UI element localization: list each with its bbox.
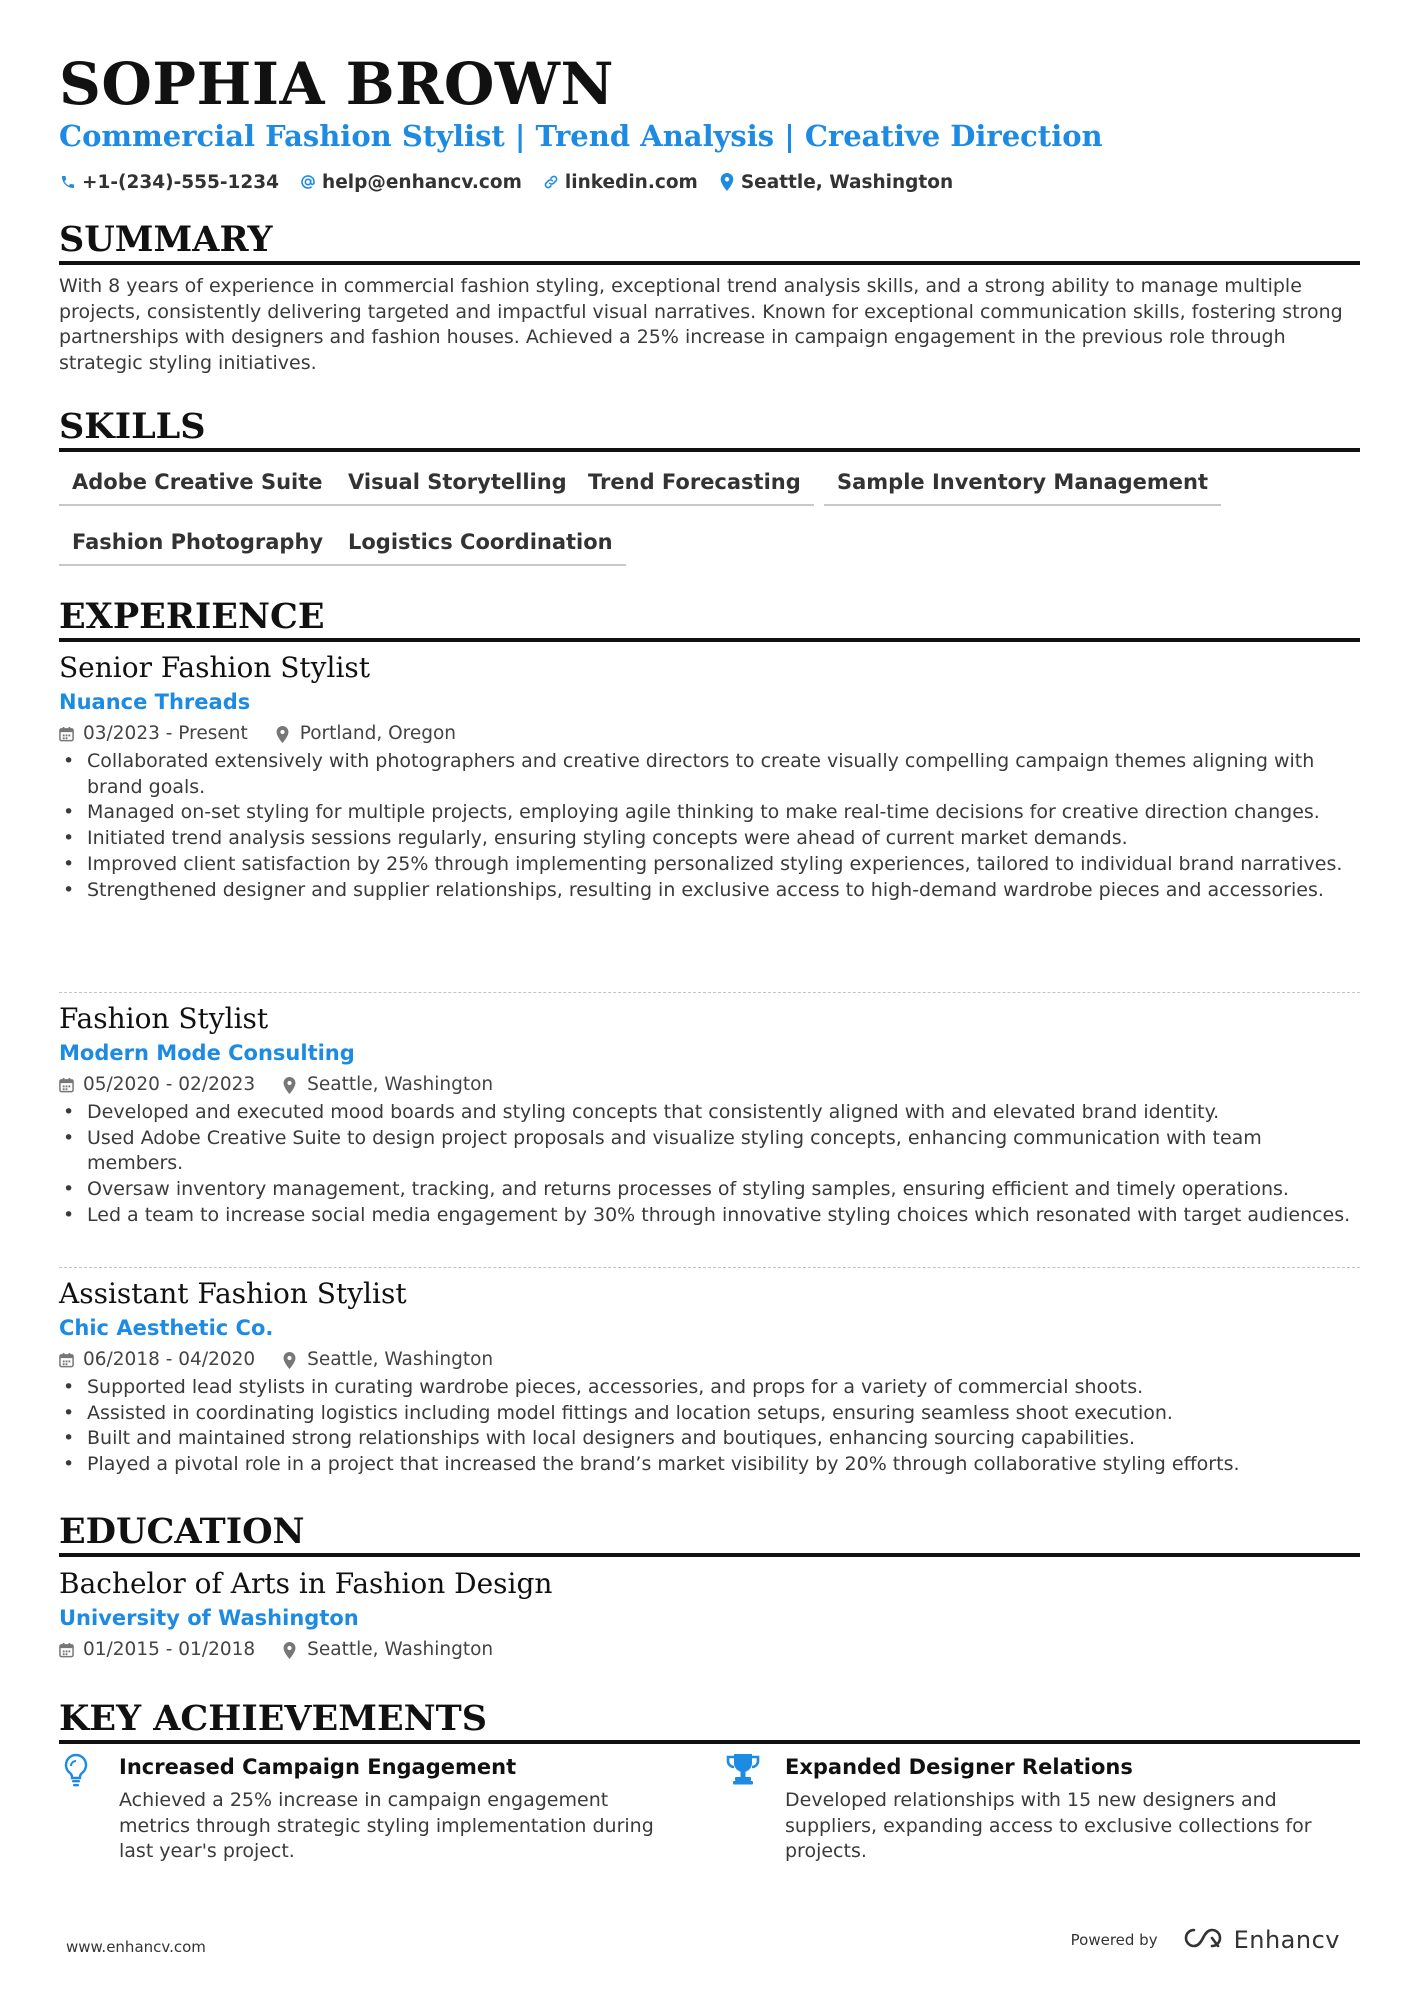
list-item: • Improved client satisfaction by 25% through implementing personalized styling experiences, tailored to individual brand narratives. <box>59 852 1360 878</box>
contact-location <box>718 172 953 193</box>
location-pin-icon <box>283 1077 299 1093</box>
job-bullets <box>59 749 1360 903</box>
experience-entry <box>59 1276 1360 1478</box>
education-dates: 01/2015 - 01/2018 <box>83 1639 256 1660</box>
experience-heading: EXPERIENCE <box>59 596 325 637</box>
summary-text: With 8 years of experience in commercial fashion styling, exceptional trend analysis skills, and a strong ability to manage multiple projects, consistently delivering targeted and impactful visual narratives. Known for exceptional communication skills, fostering strong partnerships with designers and fashion houses. Achieved a 25% increase in campaign engagement in the previous role through strategic styling initiatives. <box>59 275 1343 374</box>
achievements-heading: KEY ACHIEVEMENTS <box>59 1698 487 1739</box>
skills-divider <box>59 448 1360 452</box>
experience-divider <box>59 638 1360 642</box>
contact-bar <box>59 168 973 196</box>
experience-entry <box>59 650 1360 903</box>
powered-by-label: Powered by <box>1070 1931 1158 1949</box>
job-location: Seattle, Washington <box>307 1074 494 1095</box>
phone-icon <box>59 173 77 191</box>
contact-email-text: help@enhancv.com <box>322 171 522 193</box>
contact-linkedin[interactable] <box>542 172 698 193</box>
enhancv-logo-icon <box>1182 1926 1226 1954</box>
calendar-icon <box>59 1077 75 1093</box>
contact-location-text: Seattle, Washington <box>740 171 954 193</box>
education-heading: EDUCATION <box>59 1511 305 1552</box>
list-item: • Played a pivotal role in a project that increased the brand’s market visibility by 20% through collaborative styling efforts. <box>59 1452 1360 1478</box>
job-title: Senior Fashion Stylist <box>59 651 371 684</box>
company-name[interactable]: Modern Mode Consulting <box>59 1041 355 1065</box>
company-name[interactable]: Nuance Threads <box>59 690 251 714</box>
link-icon <box>542 173 560 191</box>
candidate-name: SOPHIA BROWN <box>59 50 615 118</box>
entry-separator <box>59 992 1360 993</box>
list-item: • Assisted in coordinating logistics including model fittings and location setups, ensuring seamless shoot execution. <box>59 1401 1360 1427</box>
education-location: Seattle, Washington <box>307 1639 494 1660</box>
contact-phone-text: +1-(234)-555-1234 <box>82 171 280 193</box>
list-item: • Oversaw inventory management, tracking, and returns processes of styling samples, ensuring efficient and timely operations. <box>59 1177 1360 1203</box>
list-item: • Used Adobe Creative Suite to design project proposals and visualize styling concepts, enhancing communication with team members. <box>59 1126 1360 1177</box>
contact-phone[interactable] <box>59 172 279 193</box>
list-item: • Built and maintained strong relationships with local designers and boutiques, enhancing sourcing capabilities. <box>59 1426 1360 1452</box>
list-item: • Developed and executed mood boards and styling concepts that consistently aligned with and elevated brand identity. <box>59 1100 1360 1126</box>
calendar-icon <box>59 1642 75 1658</box>
job-dates: 05/2020 - 02/2023 <box>83 1074 256 1095</box>
school-name[interactable]: University of Washington <box>59 1606 359 1630</box>
job-bullets <box>59 1100 1360 1229</box>
job-meta <box>59 719 1360 749</box>
education-divider <box>59 1553 1360 1557</box>
job-dates: 03/2023 - Present <box>83 723 248 744</box>
list-item: • Initiated trend analysis sessions regularly, ensuring styling concepts were ahead of current market demands. <box>59 826 1360 852</box>
location-pin-icon <box>283 1352 299 1368</box>
list-item: • Collaborated extensively with photographers and creative directors to create visually compelling campaign themes aligning with brand goals. <box>59 749 1360 800</box>
list-item: • Managed on-set styling for multiple projects, employing agile thinking to make real-time decisions for creative direction changes. <box>59 800 1360 826</box>
skill-tag: Visual Storytelling <box>335 462 580 506</box>
trophy-icon <box>725 1752 759 1786</box>
achievement-text: Developed relationships with 15 new designers and suppliers, expanding access to exclusive collections for projects. <box>785 1789 1312 1863</box>
calendar-icon <box>59 1352 75 1368</box>
location-pin-icon <box>718 173 736 191</box>
location-pin-icon <box>283 1642 299 1658</box>
list-item: • Strengthened designer and supplier relationships, resulting in exclusive access to high-demand wardrobe pieces and accessories. <box>59 878 1360 904</box>
entry-separator <box>59 1267 1360 1268</box>
company-name[interactable]: Chic Aesthetic Co. <box>59 1316 274 1340</box>
list-item: • Supported lead stylists in curating wardrobe pieces, accessories, and props for a variety of commercial shoots. <box>59 1375 1360 1401</box>
job-meta <box>59 1345 1360 1375</box>
job-location: Portland, Oregon <box>299 723 457 744</box>
contact-linkedin-text: linkedin.com <box>564 171 698 193</box>
achievement-title: Increased Campaign Engagement <box>119 1755 517 1779</box>
skill-tag: Sample Inventory Management <box>824 462 1221 506</box>
lightbulb-icon <box>59 1752 93 1786</box>
skill-tag: Fashion Photography <box>59 522 336 566</box>
calendar-icon <box>59 726 75 742</box>
footer-branding <box>1071 1926 1340 1954</box>
job-title: Fashion Stylist <box>59 1002 269 1035</box>
job-bullets <box>59 1375 1360 1478</box>
experience-entry <box>59 1001 1360 1229</box>
location-pin-icon <box>276 726 292 742</box>
skill-tag: Logistics Coordination <box>335 522 626 566</box>
skill-tag: Adobe Creative Suite <box>59 462 336 506</box>
brand-name: Enhancv <box>1233 1926 1340 1954</box>
candidate-headline: Commercial Fashion Stylist | Trend Analysis | Creative Direction <box>59 119 1103 153</box>
skill-tag: Trend Forecasting <box>575 462 814 506</box>
job-meta <box>59 1070 1360 1100</box>
contact-email[interactable] <box>299 172 522 193</box>
list-item: • Led a team to increase social media engagement by 30% through innovative styling choices which resonated with target audiences. <box>59 1203 1360 1229</box>
skills-heading: SKILLS <box>59 406 206 447</box>
footer-website[interactable]: www.enhancv.com <box>66 1938 206 1956</box>
summary-divider <box>59 261 1360 265</box>
at-icon <box>299 173 317 191</box>
summary-heading: SUMMARY <box>59 219 273 260</box>
achievements-divider <box>59 1740 1360 1744</box>
achievement-text: Achieved a 25% increase in campaign engagement metrics through strategic styling implementation during last year's project. <box>119 1789 654 1863</box>
education-meta <box>59 1635 1360 1665</box>
degree-title: Bachelor of Arts in Fashion Design <box>59 1567 553 1600</box>
achievement-title: Expanded Designer Relations <box>785 1755 1133 1779</box>
job-dates: 06/2018 - 04/2020 <box>83 1349 256 1370</box>
job-title: Assistant Fashion Stylist <box>59 1277 407 1310</box>
job-location: Seattle, Washington <box>307 1349 494 1370</box>
education-entry <box>59 1566 1360 1665</box>
